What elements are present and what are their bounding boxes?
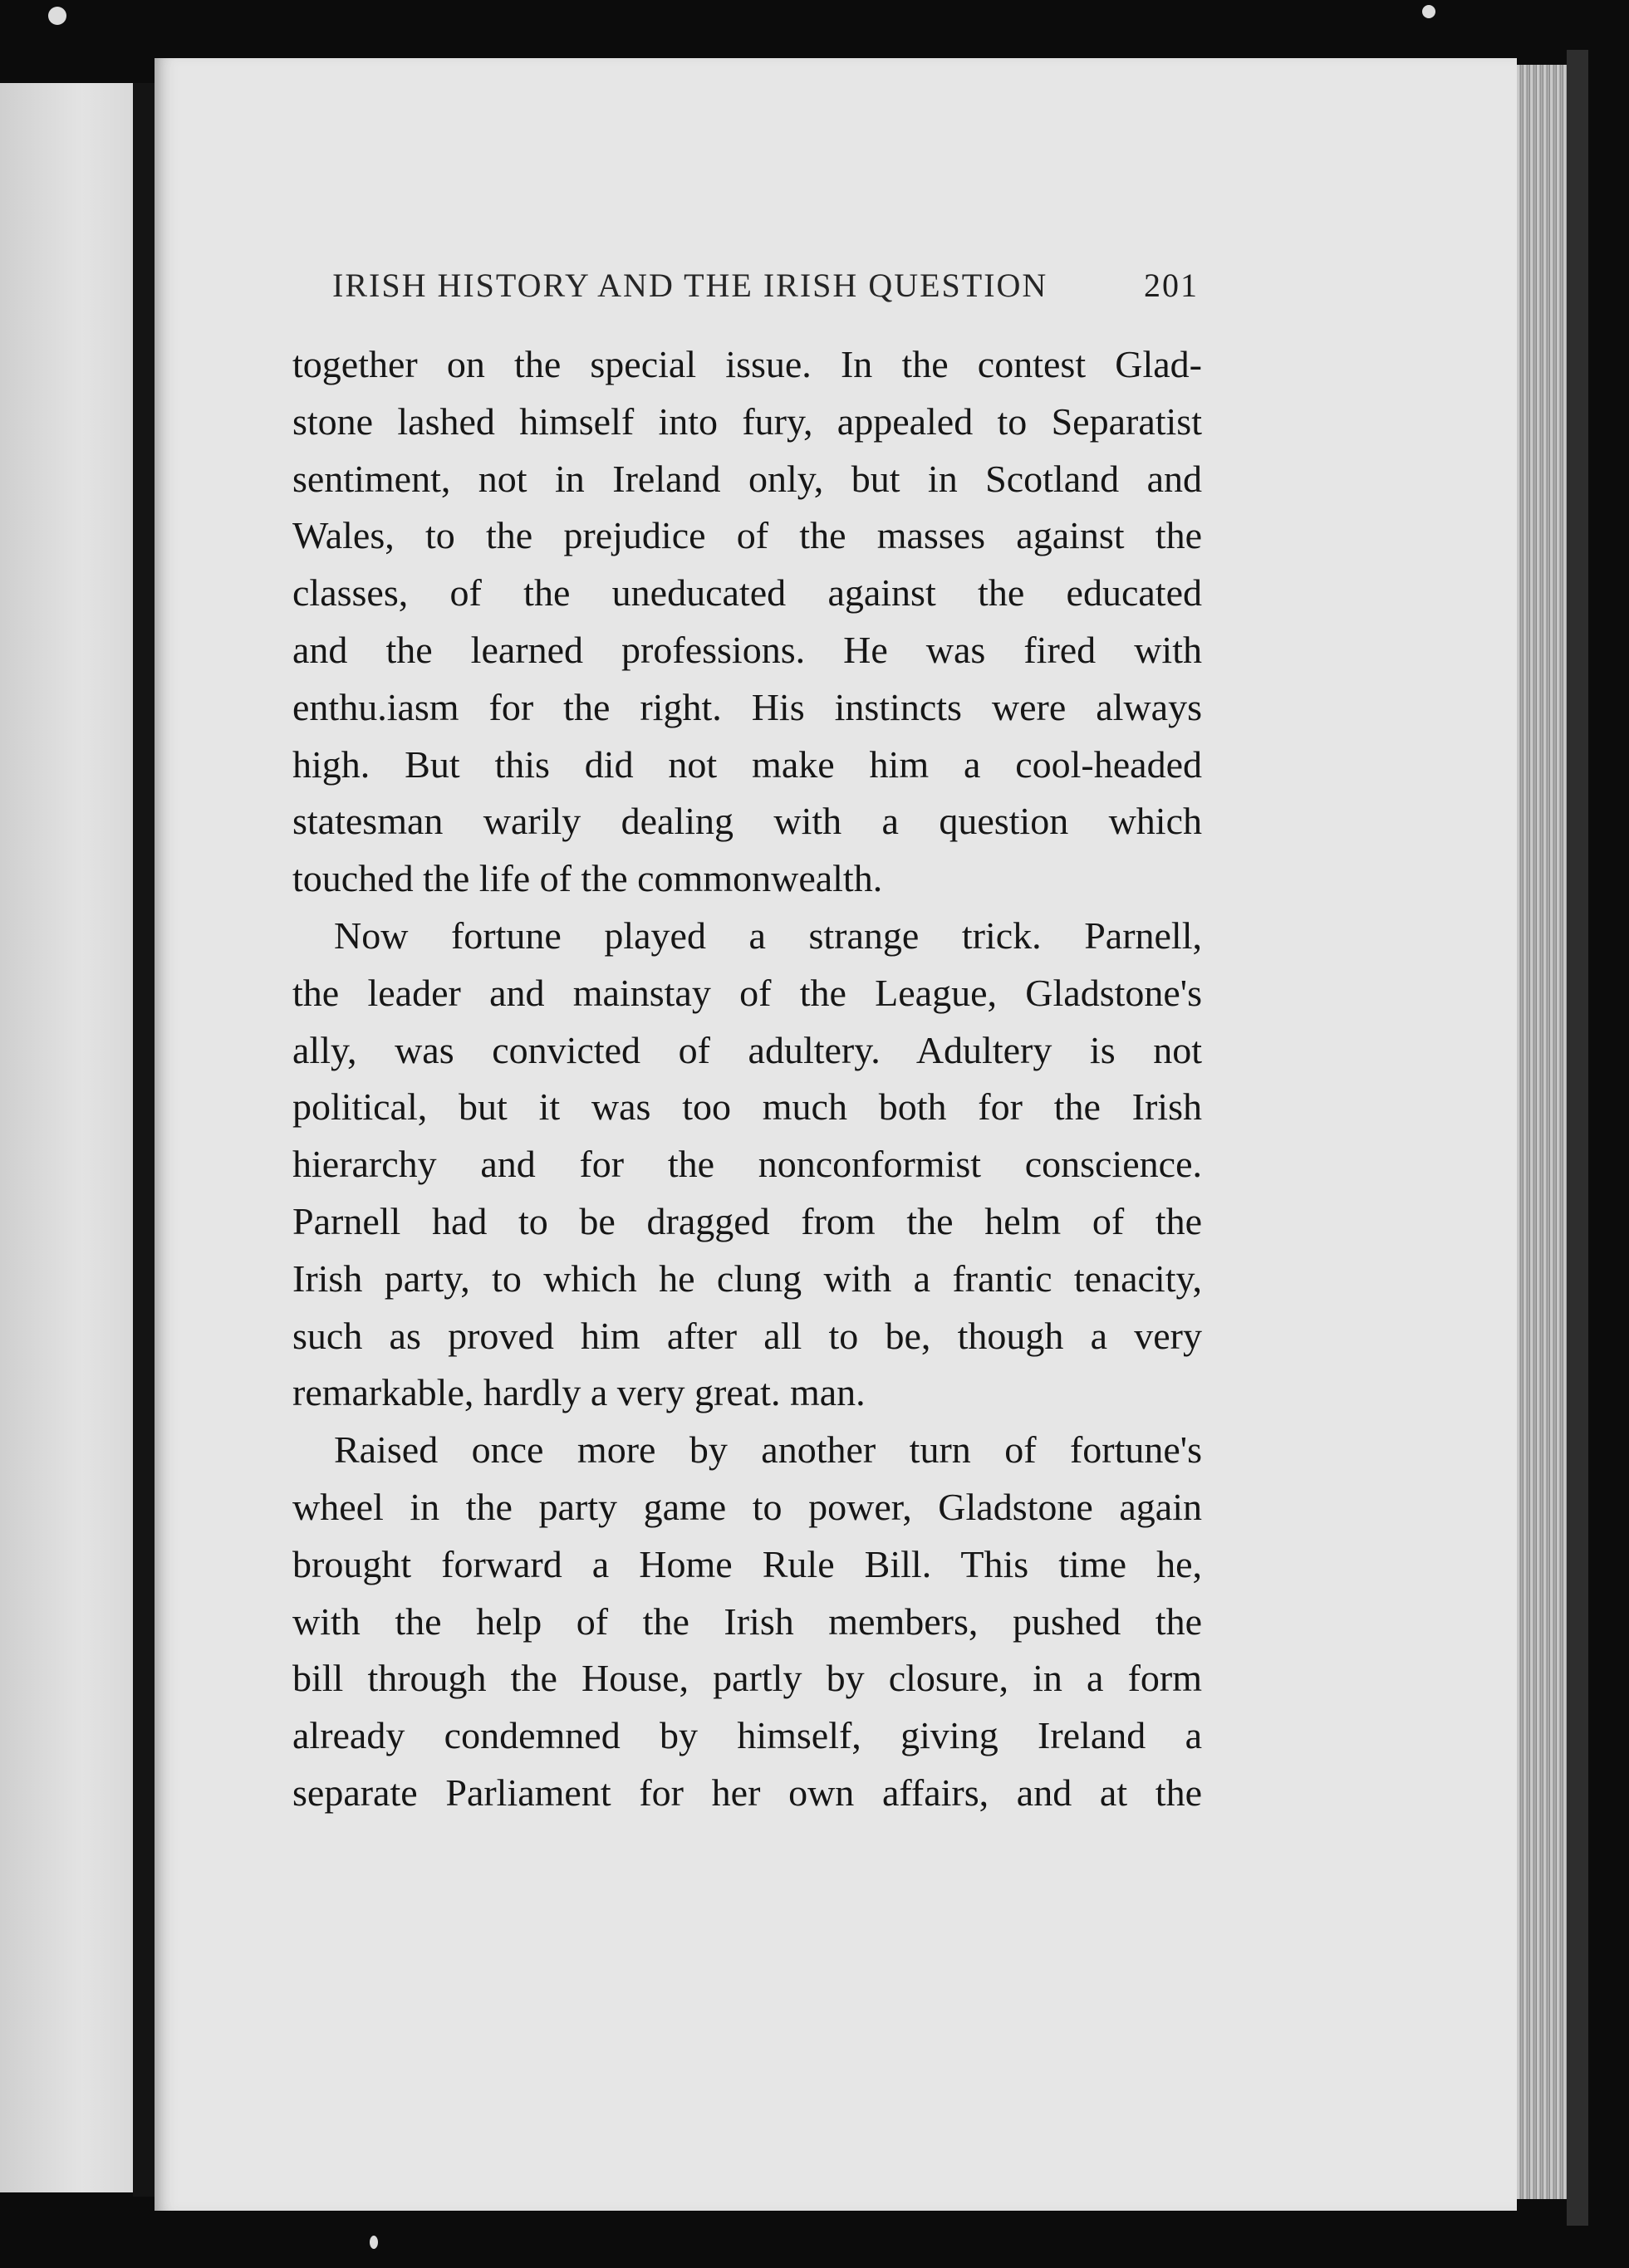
book-cover-edge bbox=[1567, 50, 1588, 2226]
text-line: classes, of the uneducated against the educated bbox=[292, 571, 1202, 615]
text-line: enthu.iasm for the right. His instincts were always bbox=[292, 685, 1202, 728]
text-line: high. But this did not make him a cool-headed bbox=[292, 742, 1202, 786]
text-line: Raised once more by another turn of fortune's bbox=[334, 1428, 1202, 1472]
book-gutter bbox=[133, 83, 155, 2197]
text-line: stone lashed himself into fury, appealed to Separatist bbox=[292, 399, 1202, 443]
text-line: Irish party, to which he clung with a frantic tenacity, bbox=[292, 1256, 1202, 1300]
running-head: IRISH HISTORY AND THE IRISH QUESTION bbox=[332, 267, 1048, 304]
text-line: bill through the House, partly by closure, in a form bbox=[292, 1657, 1202, 1700]
text-line: separate Parliament for her own affairs, and at the bbox=[292, 1771, 1202, 1814]
text-line: touched the life of the commonwealth. bbox=[292, 857, 883, 900]
text-line: and the learned professions. He was fired with bbox=[292, 628, 1202, 671]
page-number: 201 bbox=[1144, 267, 1199, 304]
scan-speck bbox=[1422, 5, 1435, 18]
text-line: hierarchy and for the nonconformist conscience. bbox=[292, 1143, 1202, 1186]
page-stack-edges bbox=[1517, 65, 1567, 2199]
text-line: brought forward a Home Rule Bill. This time he, bbox=[292, 1542, 1202, 1585]
text-line: sentiment, not in Ireland only, but in Scotland and bbox=[292, 457, 1202, 500]
text-line: with the help of the Irish members, pushed the bbox=[292, 1599, 1202, 1643]
text-line: statesman warily dealing with a question which bbox=[292, 800, 1202, 843]
text-line: the leader and mainstay of the League, Gladstone's bbox=[292, 971, 1202, 1014]
text-line: Parnell had to be dragged from the helm of the bbox=[292, 1199, 1202, 1242]
text-line: Wales, to the prejudice of the masses against the bbox=[292, 514, 1202, 557]
text-line: ally, was convicted of adultery. Adultery is not bbox=[292, 1028, 1202, 1071]
previous-page-edge bbox=[0, 83, 137, 2192]
text-line: already condemned by himself, giving Ireland a bbox=[292, 1714, 1202, 1757]
scan-speck bbox=[370, 2236, 378, 2249]
text-line: political, but it was too much both for the Irish bbox=[292, 1085, 1202, 1129]
text-line: Now fortune played a strange trick. Parnell, bbox=[334, 914, 1202, 957]
scan-speck bbox=[48, 7, 66, 25]
text-line: such as proved him after all to be, though a very bbox=[292, 1314, 1202, 1357]
text-line: remarkable, hardly a very great. man. bbox=[292, 1371, 866, 1414]
body-text bbox=[292, 336, 1202, 1822]
text-line: wheel in the party game to power, Gladstone again bbox=[292, 1485, 1202, 1528]
text-line: together on the special issue. In the contest Glad- bbox=[292, 343, 1202, 385]
